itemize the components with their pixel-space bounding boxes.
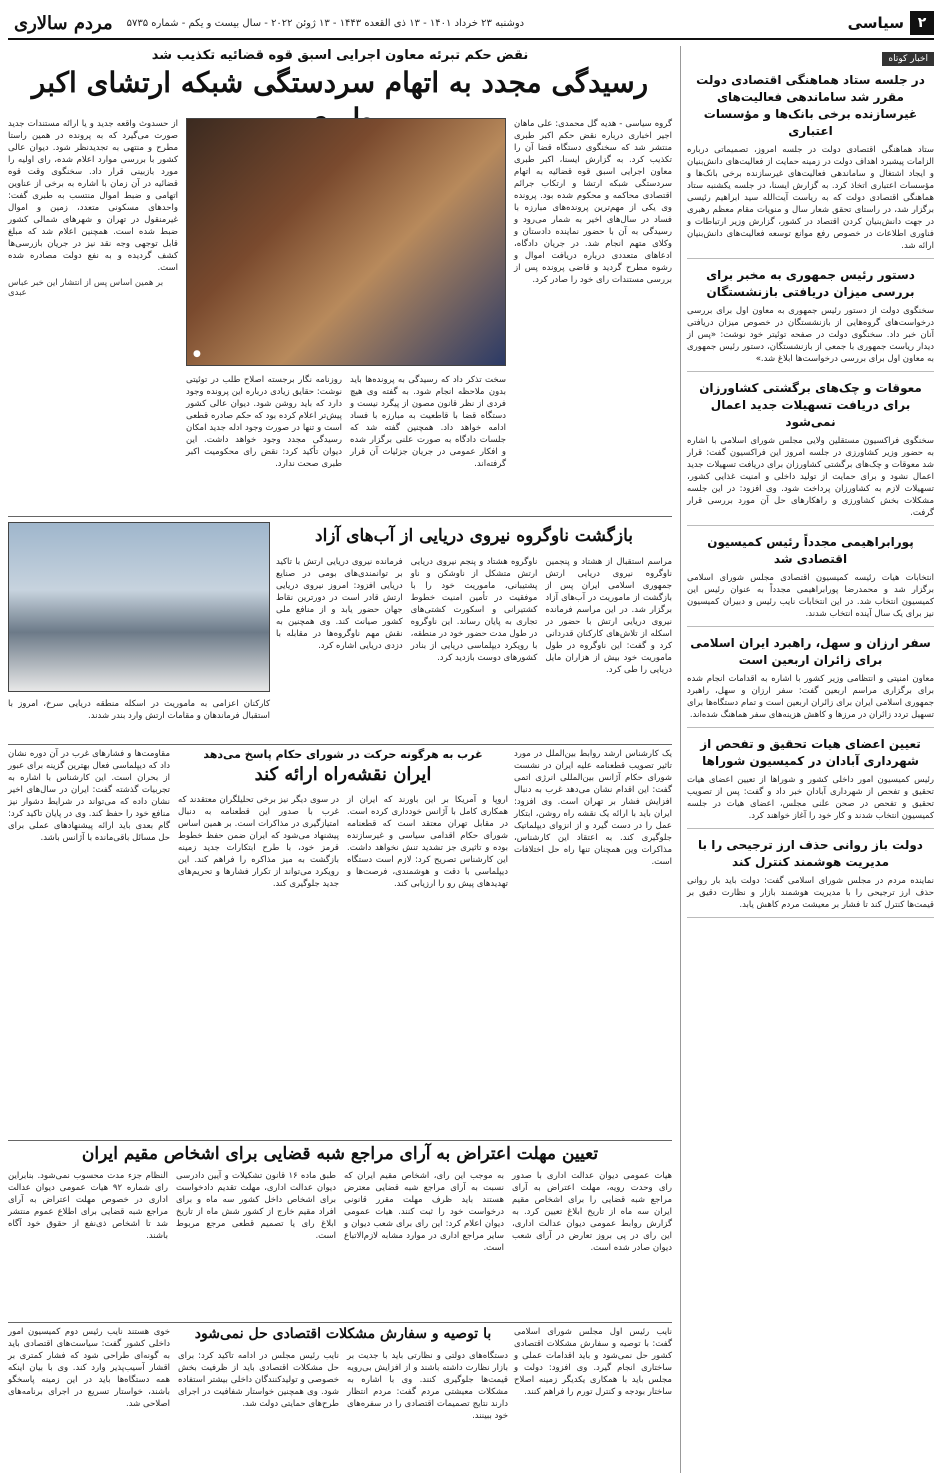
- sidebar-item-body: رئیس کمیسیون امور داخلی کشور و شوراها از تعیین اعضای هیات تحقیق و تفحص از شهرداری آبادان خبر داد و گفت: پس از تصویب تحقیق و تفحص در صحن علنی مجلس، اعضای هیات در جلسه کمیسیون انتخاب شدند و کار خود را آغاز خواهند کرد.: [687, 775, 934, 821]
- sidebar-item-body: نماینده مردم در مجلس شورای اسلامی گفت: دولت باید بار روانی حذف ارز ترجیحی را با مدیریت هوشمند بازار و نظارت دقیق بر قیمت‌ها کنترل کند تا فشار بر معیشت مردم کاهش یابد.: [687, 876, 934, 910]
- iran-kicker: غرب به هرگونه حرکت در شورای حکام پاسخ می‌دهد: [203, 748, 483, 761]
- divider: [8, 1140, 672, 1141]
- advice-column-mid-2: نایب رئیس مجلس در ادامه تاکید کرد: برای حل مشکلات اقتصادی باید از ظرفیت بخش خصوصی و تولیدکنندگان داخلی بیشتر استفاده شود. وی همچنین خواستار شفافیت در اجرای طرح‌های حمایتی دولت شد.: [178, 1351, 339, 1409]
- main-content: [8, 46, 672, 1473]
- iran-column-mid-2: در سوی دیگر نیز برخی تحلیلگران معتقدند که غرب با صدور این قطعنامه به دنبال امتیازگیری در مذاکرات است. بر همین اساس پیشنهاد می‌شود که ایران ضمن حفظ خطوط قرمز خود، با طرح ابتکارات جدید زمینه بازگشت به میز مذاکره را فراهم کند. این رویکرد می‌تواند از تکرار فشارها و تحریم‌های جدید جلوگیری کند.: [178, 795, 339, 889]
- sidebar-item-body: سخنگوی فراکسیون مستقلین ولایی مجلس شورای اسلامی با اشاره به حضور وزیر کشاورزی در جلسه امروز این فراکسیون گفت: قرار شد معوقات و چک‌های برگشتی کشاورزان برای دریافت تسهیلات جدید اعمال نشود و برای حمایت از تولید داخلی و امنیت غذایی کشور، تسهیلات لازم به کشاورزان پرداخت شود. وی افزود: در این جلسه مشکلات بخش کشاورزی و راهکارهای حل آن مورد بررسی قرار گرفت.: [687, 436, 934, 518]
- sidebar-item-title: سفر ارزان و سهل، راهبرد ایران اسلامی برای زائران اربعین است: [690, 636, 931, 667]
- lead-photo: [186, 118, 506, 366]
- deadline-column-3: طبق ماده ۱۶ قانون تشکیلات و آیین دادرسی دیوان عدالت اداری، مهلت تقدیم دادخواست برای اشخاص داخل کشور سه ماه و برای افراد مقیم خارج از کشور شش ماه از تاریخ ابلاغ رای یا تصمیم قطعی مرجع مربوط است.: [176, 1171, 336, 1241]
- deadline-column-1: هیات عمومی دیوان عدالت اداری با صدور رای وحدت رویه، مهلت اعتراض به آرای مراجع شبه قضایی را برای اشخاص مقیم ایران سه ماه از تاریخ ابلاغ تعیین کرد. به گزارش روابط عمومی دیوان عدالت اداری، این رای در پی بروز تعارض در آرای شعب دیوان صادر شده است.: [512, 1171, 672, 1253]
- iran-headline: ایران نقشه‌راه ارائه کند: [254, 764, 432, 785]
- sidebar-item-title: دولت باز روانی حذف ارز ترجیحی را با مدیریت هوشمند کنترل کند: [698, 838, 923, 869]
- deadline-article: [8, 1144, 672, 1320]
- lead-byline: بر همین اساس پس از انتشار این خبر عباس عبدی: [8, 278, 164, 298]
- navy-headline: بازگشت ناوگروه نیروی دریایی از آب‌های آزاد: [315, 526, 633, 546]
- deadline-column-4: النظام جزء مدت محسوب نمی‌شود. بنابراین رای شماره ۹۲ هیات عمومی دیوان عدالت اداری در خصوص مهلت اعتراض به آرای مراجع شبه قضایی برای اطلاع عموم منتشر شد تا اشخاص ذی‌نفع از حقوق خود آگاه باشند.: [8, 1171, 168, 1241]
- sidebar-item: [687, 534, 934, 627]
- sidebar-item-title: معوقات و چک‌های برگشتی کشاورزان برای دریافت تسهیلات جدید اعمال نمی‌شود: [699, 381, 922, 429]
- sidebar-item-title: دستور رئیس جمهوری به مخبر برای بررسی میزان دریافتی بازنشستگان: [706, 268, 915, 299]
- sidebar-label: اخبار کوتاه: [882, 52, 934, 66]
- divider: [8, 1322, 672, 1323]
- sidebar-item-body: ستاد هماهنگی اقتصادی دولت در جلسه امروز، تصمیماتی درباره الزامات پیشبرد اهداف دولت در زمینه حمایت از فعالیت‌های دانش‌بنیان و ایجاد اشتغال و ساماندهی فعالیت‌های غیرسازنده برخی بانک‌ها و مؤسسات اعتباری اتخاذ کرد. به گزارش ایسنا، در جلسه یکشنبه ستاد هماهنگی اقتصادی دولت که به ریاست آیت‌الله سید ابراهیم رئیسی برگزار شد، در راستای تحقق شعار سال و منویات مقام معظم رهبری در جهت دانش‌بنیان کردن اقتصاد در کشور، گزارش وزیر ارتباطات و فناوری اطلاعات در خصوص رفع موانع توسعه فعالیت‌های دانش‌بنیان ارائه شد.: [687, 145, 934, 251]
- sidebar-item: [687, 267, 934, 372]
- lead-under-photo: [186, 374, 506, 470]
- sidebar-item: [687, 736, 934, 829]
- iran-column-mid-1: اروپا و آمریکا بر این باورند که ایران از همکاری کامل با آژانس خودداری کرده است. در مقابل تهران معتقد است که قطعنامه شورای حکام اقدامی سیاسی و غیرسازنده بوده و تاثیری جز تشدید تنش نخواهد داشت. این کارشناس تصریح کرد: لازم است دستگاه دیپلماسی با دقت و هوشمندی، فرصت‌ها و تهدیدهای پیش رو را ارزیابی کند.: [347, 795, 508, 889]
- sidebar-item: [687, 380, 934, 526]
- navy-column-1: مراسم استقبال از هشتاد و پنجمین ناوگروه نیروی دریایی ارتش جمهوری اسلامی ایران پس از بازگشت از ماموریت در آب‌های آزاد برگزار شد. در این مراسم فرمانده نیروی دریایی ارتش با حضور در اسکله از تلاش‌های کارکنان قدردانی کرد و گفت: این ناوگروه در طول ماموریت خود بیش از هزاران مایل دریایی را طی کرد.: [545, 557, 672, 675]
- navy-article: [8, 522, 672, 740]
- navy-photo: [8, 522, 270, 692]
- advice-column-mid-1: دستگاه‌های دولتی و نظارتی باید با جدیت بر بازار نظارت داشته باشند و از افزایش بی‌رویه قیمت‌ها جلوگیری کنند. وی با اشاره به مشکلات معیشتی مردم گفت: مردم انتظار دارند نتایج تصمیمات اقتصادی را در سفره‌های خود ببینند.: [347, 1351, 508, 1421]
- lead-column-2: سخت تذکر داد که رسیدگی به پرونده‌ها باید بدون ملاحظه انجام شود. به گفته وی هیچ فردی از نظر قانون مصون از پیگرد نیست و دستگاه قضا با قاطعیت به مبارزه با فساد ادامه خواهد داد. همچنین گفته شد که جلسات دادگاه به صورت علنی برگزار شده و افکار عمومی در جریان جزئیات آن قرار گرفته‌اند.: [350, 375, 506, 469]
- navy-column-2: ناوگروه هشتاد و پنجم نیروی دریایی ارتش متشکل از ناوشکن و ناو پشتیبانی، ماموریت خود را با موفقیت در تأمین امنیت خطوط کشتیرانی و اسکورت کشتی‌های تجاری به پایان رساند. این ناوگروه در طول مدت حضور خود در منطقه، با رویکرد دیپلماسی دریایی از بنادر کشورهای دوست بازدید کرد.: [410, 557, 538, 663]
- lead-column-1: گروه سیاسی - هدیه گل محمدی: علی ماهان اجیر اخباری درباره نقض حکم اکبر طبری منتشر شد که سخنگوی دستگاه قضا آن را تکذیب کرد. به گزارش ایسنا، اکبر طبری معاون اجرایی اسبق قوه قضائیه به اتهام سردستگی شبکه ارتشا و ارتکاب جرائم اقتصادی محاکمه و محکوم شده بود. پرونده وی یکی از مهم‌ترین پرونده‌های مبارزه با فساد در سال‌های اخیر به شمار می‌رود و رسیدگی به آن با حضور نماینده دادستان و وکلای متهم انجام شد. در جریان دادگاه، ادعاهای متعددی درباره دریافت اموال و رشوه مطرح گردید و قاضی پرونده پس از بررسی مستندات رای خود را صادر کرد.: [514, 119, 672, 285]
- deadline-headline: تعیین مهلت اعتراض به آرای مراجع شبه قضایی برای اشخاص مقیم ایران: [81, 1144, 599, 1164]
- deadline-column-2: به موجب این رای، اشخاص مقیم ایران که نسبت به آرای مراجع شبه قضایی معترض هستند باید ظرف مهلت مقرر قانونی درخواست خود را ثبت کنند. هیات عمومی دیوان اعلام کرد: این رای برای شعب دیوان و سایر مراجع اداری در موارد مشابه لازم‌الاتباع است.: [344, 1171, 504, 1253]
- news-sidebar: [680, 46, 934, 1473]
- brand-logo: مردم سالاری: [14, 12, 113, 34]
- sidebar-item-title: در جلسه ستاد هماهنگی اقتصادی دولت مقرر شد ساماندهی فعالیت‌های غیرسازنده برخی بانک‌ها و مؤسسات اعتباری: [696, 73, 925, 138]
- advice-article: [8, 1326, 672, 1481]
- advice-column-right: نایب رئیس اول مجلس شورای اسلامی گفت: با توصیه و سفارش مشکلات اقتصادی کشور حل نمی‌شود و باید اقدامات عملی و ساختاری انجام گیرد. وی افزود: دولت و مجلس باید با همکاری یکدیگر زمینه اصلاح ساختار بودجه و کنترل تورم را فراهم کنند.: [514, 1327, 672, 1397]
- lead-headline: رسیدگی مجدد به اتهام سردستگی شبکه ارتشای اکبر: [31, 66, 649, 99]
- issue-line: دوشنبه ۲۳ خرداد ۱۴۰۱ - ۱۳ ذی القعده ۱۴۴۳ - ۱۳ ژوئن ۲۰۲۲ - سال بیست و یکم - شماره ۵۷۳۵: [126, 17, 525, 29]
- sidebar-item: [687, 635, 934, 728]
- section-name: سیاسی: [847, 14, 904, 32]
- deadline-columns: [8, 1170, 672, 1254]
- iran-article: [8, 748, 672, 1138]
- iran-column-left: مقاومت‌ها و فشارهای غرب در آن دوره نشان داد که دیپلماسی فعال بهترین گزینه برای عبور از بحران است. این کارشناس با اشاره به تجربیات گذشته گفت: ایران در سال‌های اخیر نشان داده که می‌تواند در شرایط دشوار نیز منافع خود را حفظ کند. وی در پایان تاکید کرد: گام بعدی باید ارائه پیشنهادهای عملی برای حل مسائل باقی‌مانده با آژانس باشد.: [8, 749, 170, 843]
- navy-columns: [276, 556, 672, 676]
- advice-middle-columns: [178, 1350, 508, 1422]
- advice-column-left: خوی هستند نایب رئیس دوم کمیسیون امور داخلی کشور گفت: سیاست‌های اقتصادی باید به گونه‌ای طراحی شود که فشار کمتری بر اقشار آسیب‌پذیر وارد کند. وی با بیان اینکه همه دستگاه‌ها باید در این زمینه پاسخگو باشند، خواستار تسریع در اجرای برنامه‌های اصلاحی شد.: [8, 1327, 170, 1409]
- lead-column-3: روزنامه نگار برجسته اصلاح طلب در توئیتی نوشت: حقایق زیادی درباره این پرونده وجود دارد که باید روشن شود. دیوان عالی کشور پیش‌تر اعلام کرده بود که حکم صادره قطعی است و تنها در صورت وجود ادله جدید امکان رسیدگی مجدد وجود خواهد داشت. این دیوان تأکید کرد: نقض رای محکومیت اکبر طبری صحت ندارد.: [186, 375, 342, 469]
- advice-headline: با توصیه و سفارش مشکلات اقتصادی حل نمی‌شود: [194, 1326, 492, 1342]
- section-tag: [848, 11, 934, 35]
- iran-column-right: یک کارشناس ارشد روابط بین‌الملل در مورد تاثیر تصویب قطعنامه علیه ایران در نشست شورای حکام آژانس بین‌المللی انرژی اتمی گفت: این اقدام نشان می‌دهد غرب به دنبال افزایش فشار بر تهران است. وی افزود: ایران باید با ارائه یک نقشه راه روشن، ابتکار عمل را در دست گیرد و از انزوای دیپلماتیک جلوگیری کند. به اعتقاد این کارشناس، مذاکرات وین همچنان تنها راه حل اختلافات است.: [514, 749, 672, 867]
- divider: [8, 744, 672, 745]
- sidebar-item-title: تعیین اعضای هیات تحقیق و تفحص از شهرداری آبادان در کمیسیون شوراها: [700, 737, 921, 768]
- navy-photo-caption: کارکنان اعزامی به ماموریت در اسکله منطقه دریایی سرخ، امروز با استقبال فرماندهان و مقامات ارتش وارد بندر شدند.: [8, 699, 270, 721]
- sidebar-item-body: سخنگوی دولت از دستور رئیس جمهوری به معاون اول برای بررسی درخواست‌های گروه‌هایی از بازنشستگان در خصوص میزان دریافتی آنان خبر داد. سخنگوی دولت در صفحه توئیتر خود نوشت: «پس از دیدار ریاست جمهوری با جمعی از بازنشستگان، دستور رئیس جمهوری به معاون اول برای بررسی درخواست‌ها ابلاغ شد.»: [687, 306, 934, 364]
- sidebar-item-body: معاون امنیتی و انتظامی وزیر کشور با اشاره به اقدامات انجام شده برای برگزاری مراسم اربعین گفت: سفر ارزان و سهل، راهبرد جمهوری اسلامی ایران برای زائران اربعین است و تمام دستگاه‌ها برای تسهیل تردد زائران در مرزها و کاهش هزینه‌های سفر هماهنگ شده‌اند.: [687, 674, 934, 720]
- section-number: ۲: [910, 11, 934, 35]
- sidebar-item: [687, 837, 934, 918]
- lead-article: [8, 118, 672, 514]
- iran-middle-columns: [178, 794, 508, 890]
- lead-column-4: از حسدوث واقعه جدید و یا ارائه مستندات جدید صورت می‌گیرد که به پرونده در همین راستا مطرح و منتهی به تجدیدنظر شود. دیوان عالی کشور با بررسی موارد اعلام شده، رای اولیه را مورد بازبینی قرار داد. سخنگوی وقت قوه قضائیه در آن زمان با اشاره به برخی از عناوین اتهامی و ضبط اموال منتسب به طبری گفت: واحدهای مسکونی متعدد، زمین و اموال غیرمنقول در تهران و شهرهای شمالی کشور ضبط شده است. همچنین اعلام شد که مبلغ قابل توجهی وجه نقد نیز در جریان بازرسی‌ها کشف گردیده و به نفع دولت مصادره شده است.: [8, 119, 178, 273]
- lead-kicker: نقض حکم تبرئه معاون اجرایی اسبق قوه قضائیه تکذیب شد: [151, 48, 529, 63]
- divider: [8, 516, 672, 517]
- sidebar-item: [687, 72, 934, 259]
- navy-column-3: فرمانده نیروی دریایی ارتش با تاکید بر توانمندی‌های بومی در صنایع دریایی افزود: امروز نیروی دریایی ارتش قادر است در دورترین نقاط جهان حضور یابد و از منافع ملی کشور صیانت کند. وی همچنین به نقش مهم ناوگروه‌ها در مقابله با دزدی دریایی اشاره کرد.: [275, 557, 403, 651]
- lead-column-left: [8, 118, 178, 298]
- camera-icon: ●: [193, 349, 201, 359]
- sidebar-item-body: انتخابات هیات رئیسه کمیسیون اقتصادی مجلس شورای اسلامی برگزار شد و محمدرضا پورابراهیمی مجدداً به عنوان رئیس این کمیسیون انتخاب شد. در این انتخابات نایب رئیس و دبیران کمیسیون نیز برای یک سال آینده انتخاب شدند.: [687, 573, 934, 619]
- page-header: [8, 8, 934, 40]
- sidebar-item-title: پورابراهیمی مجدداً رئیس کمیسیون اقتصادی شد: [707, 535, 914, 566]
